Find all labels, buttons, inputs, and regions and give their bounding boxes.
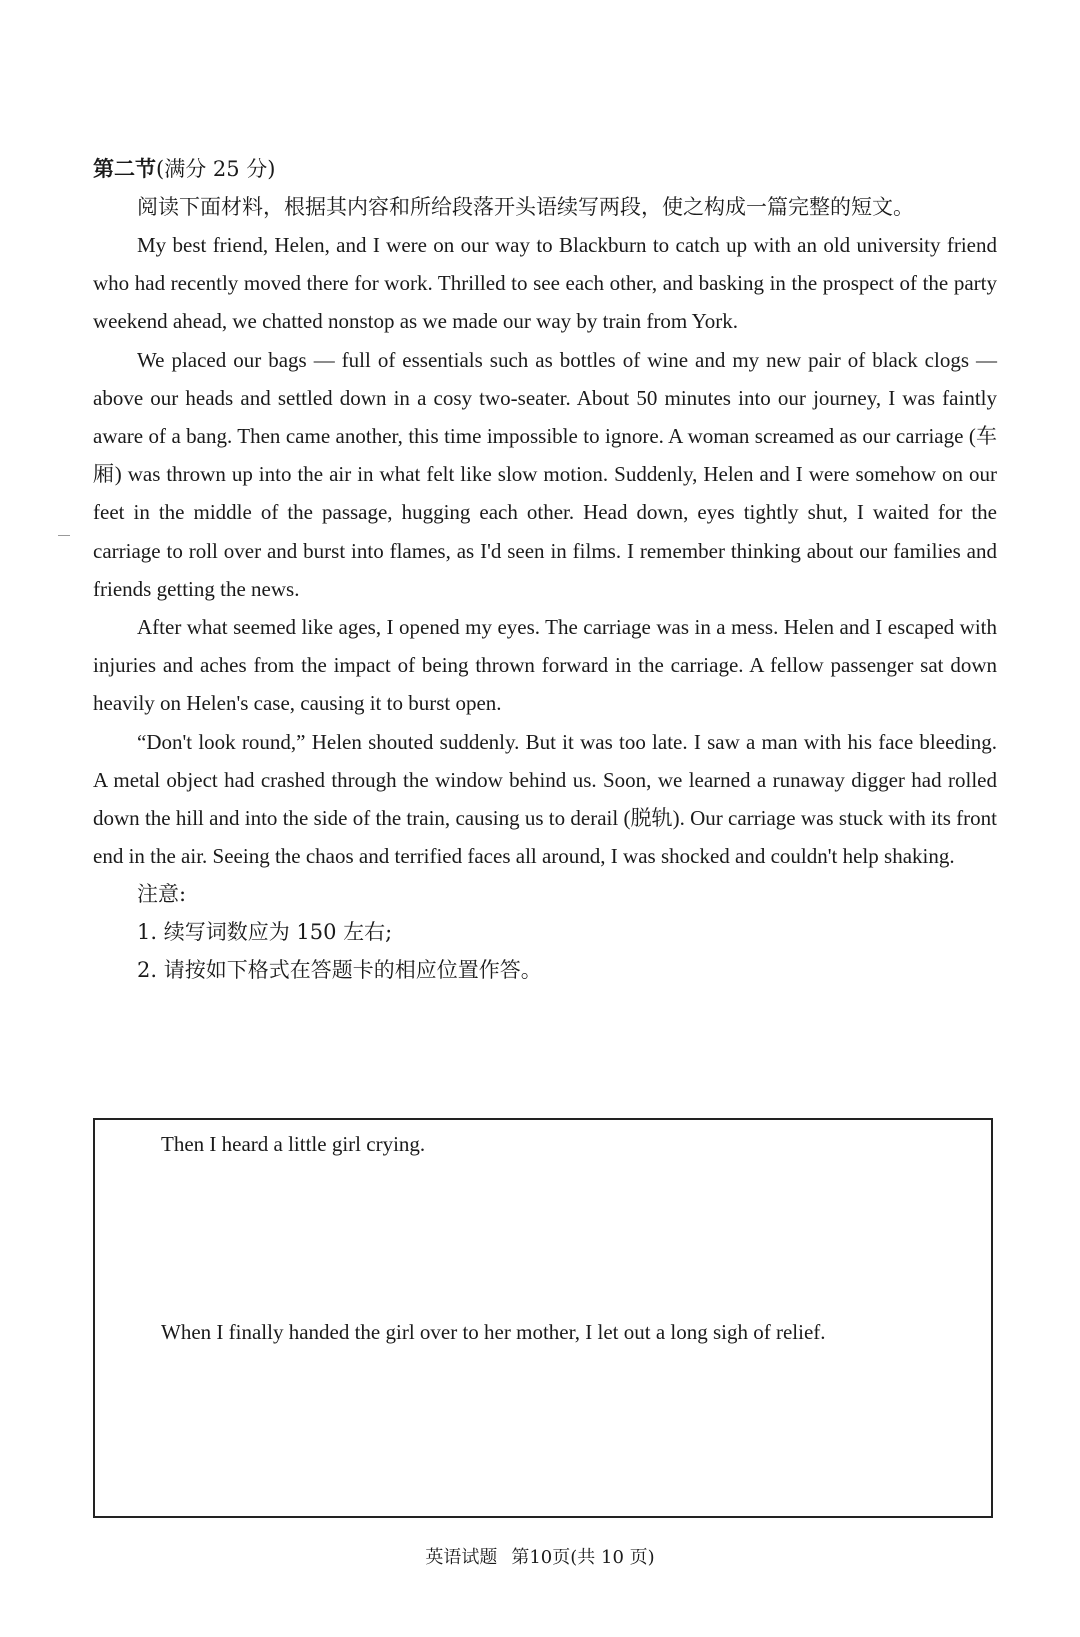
notes-title: 注意:: [137, 882, 187, 907]
passage-paragraph-3: After what seemed like ages, I opened my eyes. The carriage was in a mess. Helen and I escaped with injuries and aches from the impact of being thrown forward in the carriage. A fellow passenger sat down heavily on Helen's case, causing it to burst open.: [93, 615, 997, 716]
passage-paragraph-1: My best friend, Helen, and I were on our way to Blackburn to catch up with an old university friend who had recently moved there for work. Thrilled to see each other, and basking in the prospect of the party weekend ahead, we chatted nonstop as we made our way by train from York.: [93, 233, 997, 334]
passage-paragraph-2: We placed our bags — full of essentials such as bottles of wine and my new pair of black clogs — above our heads and settled down in a cosy two-seater. About 50 minutes into our journey, I was faintly aware of a bang. Then came another, this time impossible to ignore. A woman screamed as our carriage (车厢) was thrown up into the air in what felt like slow motion. Suddenly, Helen and I were somehow on our feet in the middle of the passage, hugging each other. Head down, eyes tightly shut, I waited for the carriage to roll over and burst into flames, as I'd seen in films. I remember thinking about our families and friends getting the news.: [93, 347, 997, 601]
continuation-opening-1: Then I heard a little girl crying.: [161, 1132, 426, 1156]
section-score: (满分 25 分): [156, 157, 276, 181]
note-item-1: 1. 续写词数应为 150 左右;: [137, 920, 393, 945]
footer-subject: 英语试题: [425, 1547, 498, 1568]
continuation-opening-2: When I finally handed the girl over to her mother, I let out a long sigh of relief.: [161, 1320, 826, 1344]
page-footer: [0, 1543, 1080, 1569]
task-instruction: 阅读下面材料，根据其内容和所给段落开头语续写两段，使之构成一篇完整的短文。: [137, 195, 914, 219]
answer-box: [93, 1118, 993, 1518]
section-title: 第二节: [93, 156, 156, 181]
note-item-2: 2. 请按如下格式在答题卡的相应位置作答。: [137, 958, 542, 983]
passage-paragraph-4: “Don't look round,” Helen shouted suddenly. But it was too late. I saw a man with his face bleeding. A metal object had crashed through the window behind us. Soon, we learned a runaway digger had rolled down the hill and into the side of the train, causing us to derail (脱轨). Our carriage was stuck with its front end in the air. Seeing the chaos and terrified faces all around, I was shocked and couldn't help shaking.: [93, 729, 997, 869]
exam-page-content: [93, 150, 997, 989]
margin-mark: [58, 535, 70, 536]
footer-page-number: 第10页(共 10 页): [511, 1547, 655, 1568]
section-heading: [93, 150, 997, 188]
